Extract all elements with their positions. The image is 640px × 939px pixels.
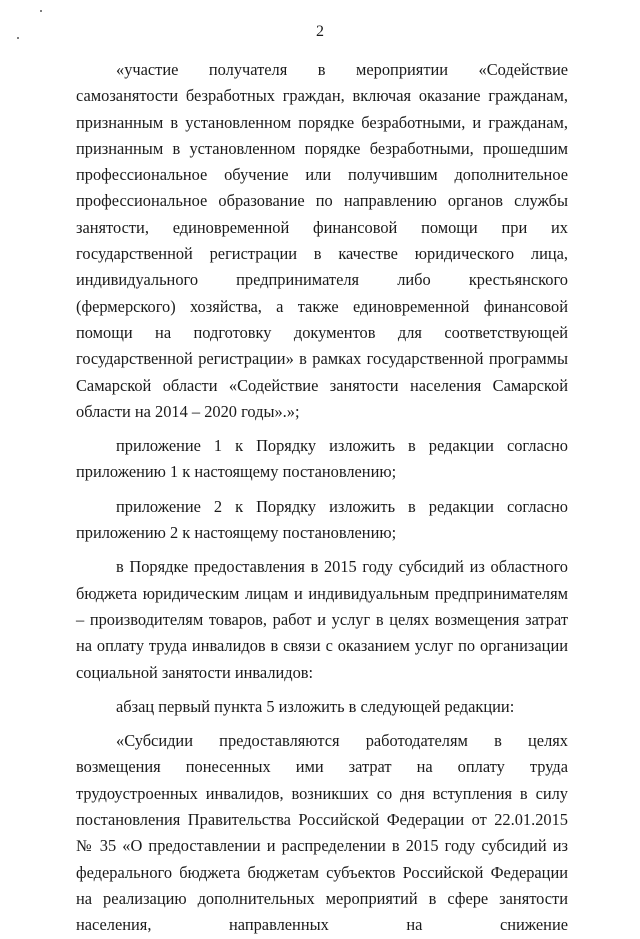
- paragraph-amendment-quote: «участие получателя в мероприятии «Содействие самозанятости безработных граждан, включая оказание гражданам, признанным в установленном порядке безработными, и гражданам, признанным в установленном порядке безработными, прошедшим профессиональное обучение или получившим дополнительное профессиональное образование по направлению органов службы занятости, единовременной финансовой помощи при их государственной регистрации в качестве юридического лица, индивидуального предпринимателя либо крестьянского (фермерского) хозяйства, а также единовременной финансовой помощи на подготовку документов для соответствующей государственной регистрации» в рамках государственной программы Самарской области «Содействие занятости населения Самарской области на 2014 – 2020 годы».»;: [76, 60, 568, 421]
- paragraph-subsidy-quote: «Субсидии предоставляются работодателям в целях возмещения понесенных ими затрат на оплату труда трудоустроенных инвалидов, возникших со дня вступления в силу постановления Правительства Российской Федерации от 22.01.2015 № 35 «О предоставлении и распределении в 2015 году субсидий из федерального бюджета бюджетам субъектов Российской Федерации на реализацию дополнительных мероприятий в сфере занятости населения, направленных на снижение: [76, 731, 568, 935]
- paragraph-appendix-1: приложение 1 к Порядку изложить в редакции согласно приложению 1 к настоящему постановлению;: [76, 436, 568, 482]
- paragraph-subsidy-procedure: в Порядке предоставления в 2015 году субсидий из областного бюджета юридическим лицам и индивидуальным предпринимателям – производителям товаров, работ и услуг в целях возмещения затрат на оплату труда инвалидов в связи с оказанием услуг по организации социальной занятости инвалидов:: [76, 557, 568, 682]
- page-number: 2: [316, 23, 324, 40]
- paragraph-clause-5: абзац первый пункта 5 изложить в следующей редакции:: [116, 696, 515, 716]
- document-body: [76, 57, 568, 939]
- paragraph-appendix-2: приложение 2 к Порядку изложить в редакции согласно приложению 2 к настоящему постановлению;: [76, 496, 568, 543]
- scan-speck: [40, 10, 42, 12]
